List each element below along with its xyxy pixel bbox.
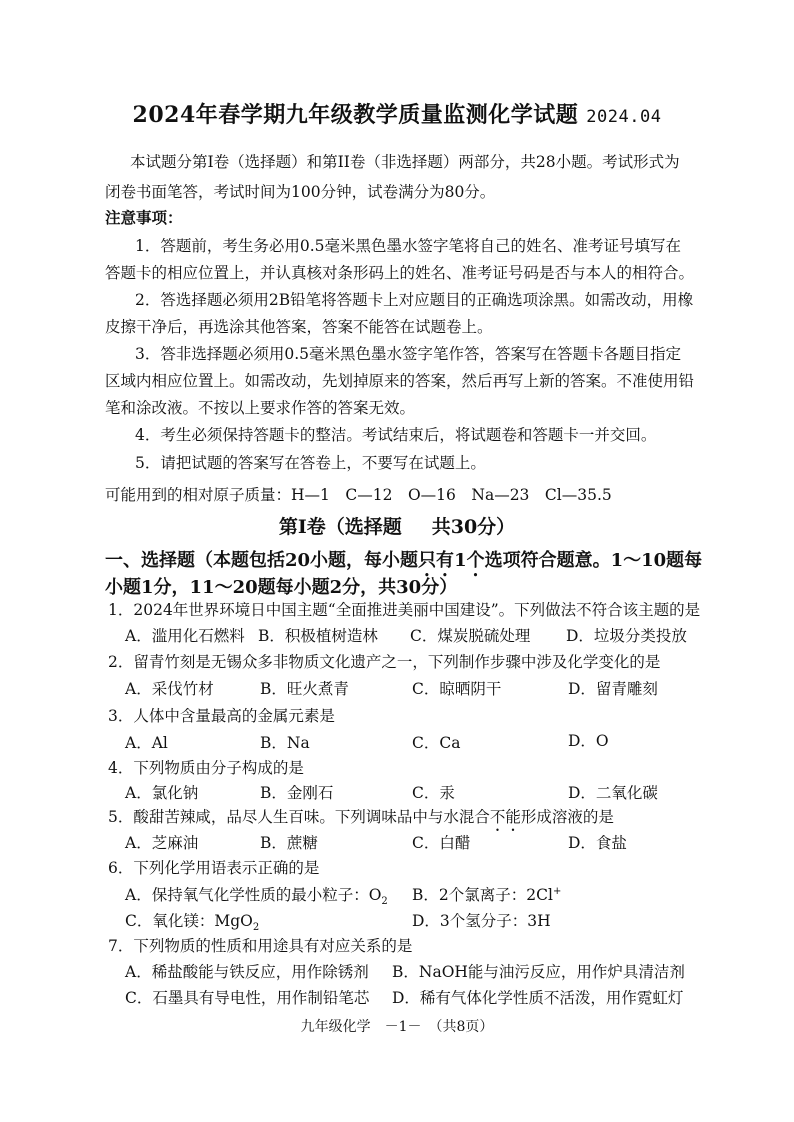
note-line: 4．考生必须保持答题卡的整洁。考试结束后，将试题卷和答题卡一并交回。 <box>135 426 657 444</box>
option-b <box>412 883 561 905</box>
option-a: A．采伐竹材 <box>125 680 214 698</box>
stem-text: 5．酸甜苦辣咸，品尽人生百味。下列调味品中与水混合 <box>108 808 490 826</box>
option-text: A．保持氧气化学性质的最小粒子：O <box>125 886 382 904</box>
question-stem: 3．人体中含量最高的金属元素是 <box>108 707 335 725</box>
option-a: A．稀盐酸能与铁反应，用作除锈剂 <box>125 963 369 981</box>
section-title-b: 共30分） <box>431 516 516 538</box>
exam-title: 2024年春学期九年级教学质量监测化学试题 <box>132 102 579 128</box>
option-d: D．垃圾分类投放 <box>566 627 687 645</box>
option-b: B．NaOH能与油污反应，用作炉具清洁剂 <box>392 963 685 981</box>
superscript: + <box>552 885 562 897</box>
option-c: C．晾晒阴干 <box>412 680 502 698</box>
option-a: A．Al <box>125 734 168 752</box>
part-heading-line-2: 小题1分，11～20题每小题2分，共30分） <box>105 577 458 598</box>
intro-line-2: 闭卷书面笔答，考试时间为100分钟，试卷满分为80分。 <box>105 183 496 201</box>
stem-text: 形成溶液的是 <box>520 808 614 826</box>
option-c: C．白醋 <box>412 834 471 852</box>
note-line: 笔和涂改液。不按以上要求作答的答案无效。 <box>105 399 416 417</box>
part-heading-text: 选项符合题意。1～10题每 <box>484 550 703 571</box>
option-b: B．Na <box>260 734 310 752</box>
question-stem: 7．下列物质的性质和用途具有对应关系的是 <box>108 937 413 955</box>
option-d: D．O <box>568 732 609 750</box>
subscript: 2 <box>252 922 260 934</box>
option-b: B．旺火煮青 <box>260 680 349 698</box>
option-text: B．2个氯离子：2Cl <box>412 886 553 904</box>
option-b: B．积极植树造林 <box>258 627 378 645</box>
option-d: D．食盐 <box>568 834 627 852</box>
option-d: D．稀有气体化学性质不活泼，用作霓虹灯 <box>392 989 684 1007</box>
page-footer: 九年级化学 －1－ （共8页） <box>300 1019 494 1035</box>
note-line: 2．答选择题必须用2B铅笔将答题卡上对应题目的正确选项涂黑。如需改动，用橡 <box>135 291 694 309</box>
question-stem: 2．留青竹刻是无锡众多非物质文化遗产之一，下列制作步骤中涉及化学变化的是 <box>108 653 661 671</box>
emphasis-text: 个 <box>466 550 485 571</box>
option-c <box>125 909 259 933</box>
option-a: A．滥用化石燃料 <box>125 627 245 645</box>
emphasis-text: 只有 <box>418 550 455 571</box>
note-line: 皮擦干净后，再选涂其他答案，答案不能答在试题卷上。 <box>105 318 493 336</box>
option-d: D．二氧化碳 <box>568 784 658 802</box>
section-title-a: 第Ⅰ卷（选择题 <box>278 516 402 538</box>
emphasis-text: 不能 <box>489 808 521 826</box>
option-d: D．留青雕刻 <box>568 680 658 698</box>
section-title <box>0 512 794 539</box>
note-line: 1．答题前，考生务必用0.5毫米黑色墨水签字笔将自己的姓名、准考证号填写在 <box>135 237 682 255</box>
notes-heading: 注意事项： <box>105 208 183 227</box>
option-a: A．氯化钠 <box>125 784 199 802</box>
atomic-masses: 可能用到的相对原子质量：H—1 C—12 O—16 Na—23 Cl—35.5 <box>105 486 612 504</box>
option-text: C．氧化镁：MgO <box>125 912 253 930</box>
intro-line-1: 本试题分第Ⅰ卷（选择题）和第II卷（非选择题）两部分，共28小题。考试形式为 <box>130 153 680 171</box>
option-a <box>125 883 388 907</box>
option-c: C．Ca <box>412 734 461 752</box>
option-d: D．3个氢分子：3H <box>412 912 551 930</box>
option-b: B．金刚石 <box>260 784 334 802</box>
question-stem: 1．2024年世界环境日中国主题“全面推进美丽中国建设”。下列做法不符合该主题的是 <box>108 601 701 619</box>
part-heading-text: 一、选择题（本题包括20小题，每小题 <box>105 550 419 571</box>
option-c: C．汞 <box>412 784 455 802</box>
page-title <box>0 98 794 129</box>
note-line: 答题卡的相应位置上，并认真核对条形码上的姓名、准考证号码是否与本人的相符合。 <box>105 264 695 282</box>
option-c: C．煤炭脱硫处理 <box>410 627 531 645</box>
question-stem: 6．下列化学用语表示正确的是 <box>108 859 320 877</box>
option-b: B．蔗糖 <box>260 834 318 852</box>
note-line: 3．答非选择题必须用0.5毫米黑色墨水签字笔作答，答案写在答题卡各题目指定 <box>135 345 682 363</box>
note-line: 区域内相应位置上。如需改动，先划掉原来的答案，然后再写上新的答案。不准使用铅 <box>105 372 695 390</box>
note-line: 5．请把试题的答案写在答卷上，不要写在试题上。 <box>135 454 486 472</box>
question-stem: 4．下列物质由分子构成的是 <box>108 759 304 777</box>
option-c: C．石墨具有导电性，用作制铅笔芯 <box>125 989 370 1007</box>
option-a: A．芝麻油 <box>125 834 199 852</box>
part-heading-text: 1 <box>454 550 467 571</box>
exam-date: 2024.04 <box>586 107 662 127</box>
subscript: 2 <box>381 896 388 908</box>
